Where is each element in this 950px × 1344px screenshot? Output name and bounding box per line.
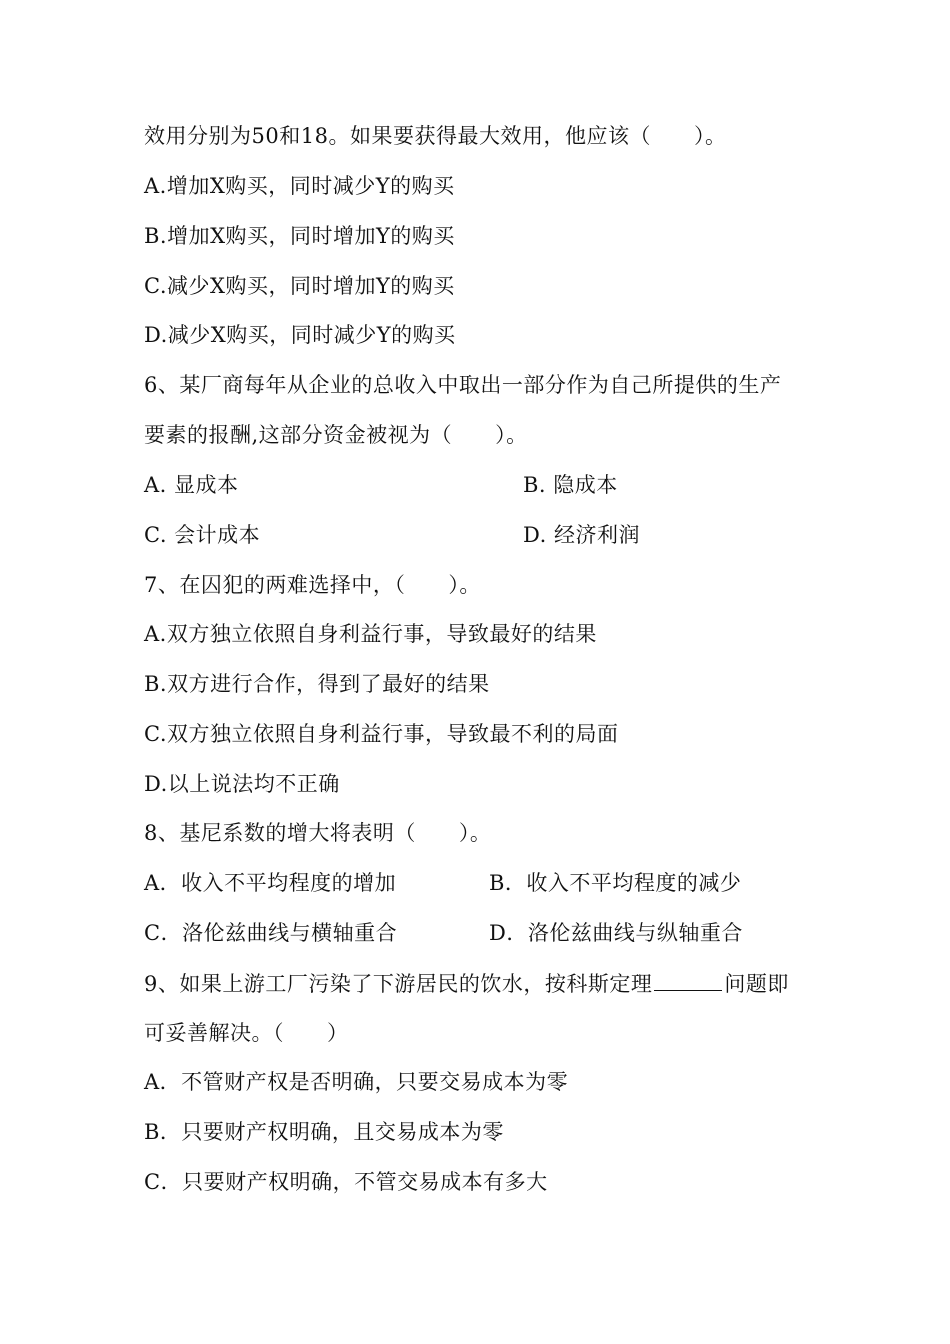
q6-option-b: B. 隐成本 [523,473,618,497]
q7-option-b: B.双方进行合作，得到了最好的结果 [144,672,490,696]
q5-stem-continuation: 效用分别为50和18。如果要获得最大效用，他应该（ ）。 [144,124,727,148]
q5-option-c: C.减少X购买，同时增加Y的购买 [144,274,455,298]
q7-option-d: D.以上说法均不正确 [144,772,340,796]
q9-stem-after-blank: 问题即 [724,972,789,996]
q5-option-b: B.增加X购买，同时增加Y的购买 [144,224,455,248]
q8-option-d: D．洛伦兹曲线与纵轴重合 [489,921,743,945]
q6-stem-line2: 要素的报酬,这部分资金被视为（ ）。 [144,423,528,447]
q9-stem-line2: 可妥善解决。（ ） [144,1021,349,1045]
q6-stem-line1: 6、某厂商每年从企业的总收入中取出一部分作为自己所提供的生产 [144,373,782,397]
q6-option-d: D. 经济利润 [523,523,640,547]
q8-option-a: A．收入不平均程度的增加 [144,871,397,895]
q8-option-c: C．洛伦兹曲线与横轴重合 [144,921,398,945]
q7-option-a: A.双方独立依照自身利益行事，导致最好的结果 [144,622,597,646]
q8-stem: 8、基尼系数的增大将表明（ ）。 [144,821,492,845]
q6-option-a: A. 显成本 [144,473,239,497]
q5-option-d: D.减少X购买，同时减少Y的购买 [144,323,456,347]
q9-option-c: C．只要财产权明确，不管交易成本有多大 [144,1170,548,1194]
q7-option-c: C.双方独立依照自身利益行事，导致最不利的局面 [144,722,619,746]
answer-blank [654,970,722,991]
q9-option-b: B．只要财产权明确，且交易成本为零 [144,1120,504,1144]
q7-stem: 7、在囚犯的两难选择中，（ ）。 [144,573,481,597]
q9-stem-before-blank: 9、如果上游工厂污染了下游居民的饮水，按科斯定理 [144,972,653,996]
q9-option-a: A．不管财产权是否明确，只要交易成本为零 [144,1070,569,1094]
q5-option-a: A.增加X购买，同时减少Y的购买 [144,174,455,198]
q6-option-c: C. 会计成本 [144,523,261,547]
q9-stem-line1 [144,970,789,997]
q8-option-b: B．收入不平均程度的减少 [489,871,742,895]
